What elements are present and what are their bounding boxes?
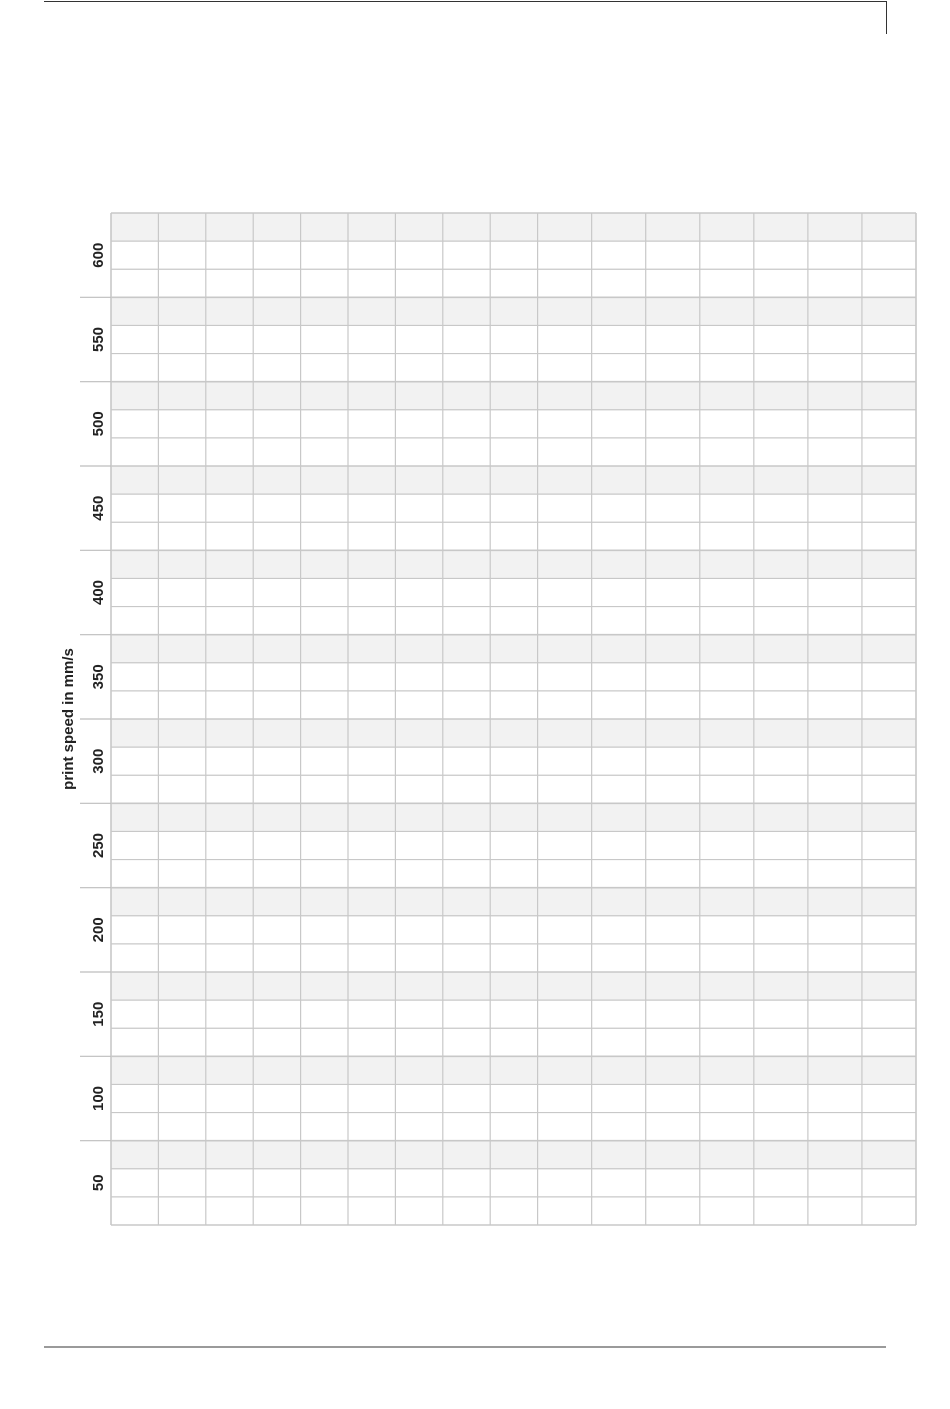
band-header-row (111, 297, 916, 325)
y-tick-labels (80, 243, 111, 1191)
grid-row (111, 775, 916, 803)
grid-row (111, 663, 916, 691)
y-tick-label: 150 (90, 1001, 107, 1027)
y-tick-label: 550 (90, 326, 107, 353)
y-tick-label: 600 (90, 242, 107, 268)
y-tick-label: 250 (90, 832, 107, 859)
grid-row (111, 1000, 916, 1028)
grid-row (111, 607, 916, 635)
grid-row (111, 860, 916, 888)
grid-row (111, 494, 916, 522)
grid-table (111, 213, 916, 1225)
y-tick-label: 400 (90, 579, 107, 606)
grid-row (111, 747, 916, 775)
grid-row (111, 691, 916, 719)
y-tick-label: 350 (90, 664, 107, 690)
grid-row (111, 522, 916, 550)
grid-row (111, 438, 916, 466)
band-header-row (111, 803, 916, 831)
grid-row (111, 354, 916, 382)
y-tick-label: 500 (90, 411, 107, 437)
bottom-rule (44, 1346, 886, 1348)
band-header-row (111, 719, 916, 747)
band-header-row (111, 888, 916, 916)
grid-row (111, 410, 916, 438)
grid-row (111, 1113, 916, 1141)
y-tick-label: 100 (90, 1085, 107, 1112)
grid-row (111, 916, 916, 944)
band-header-row (111, 382, 916, 410)
y-tick-label: 300 (90, 748, 107, 774)
y-tick-label: 450 (90, 495, 107, 521)
band-header-row (111, 635, 916, 663)
grid-row (111, 241, 916, 269)
band-header-row (111, 550, 916, 578)
band-header-row (111, 466, 916, 494)
grid-row (111, 325, 916, 353)
grid-row (111, 1028, 916, 1056)
grid-row (111, 269, 916, 297)
grid-row (111, 578, 916, 606)
y-tick-label: 200 (90, 917, 107, 943)
grid-row (111, 1197, 916, 1225)
grid-row (111, 944, 916, 972)
band-header-row (111, 1056, 916, 1084)
grid-row (111, 1084, 916, 1112)
grid-row (111, 831, 916, 859)
y-tick-label: 50 (90, 1174, 107, 1192)
y-axis-label: print speed in mm/s (60, 648, 77, 790)
band-header-row (111, 972, 916, 1000)
grid-row (111, 1169, 916, 1197)
band-header-row (111, 1141, 916, 1169)
band-header-row (111, 213, 916, 241)
